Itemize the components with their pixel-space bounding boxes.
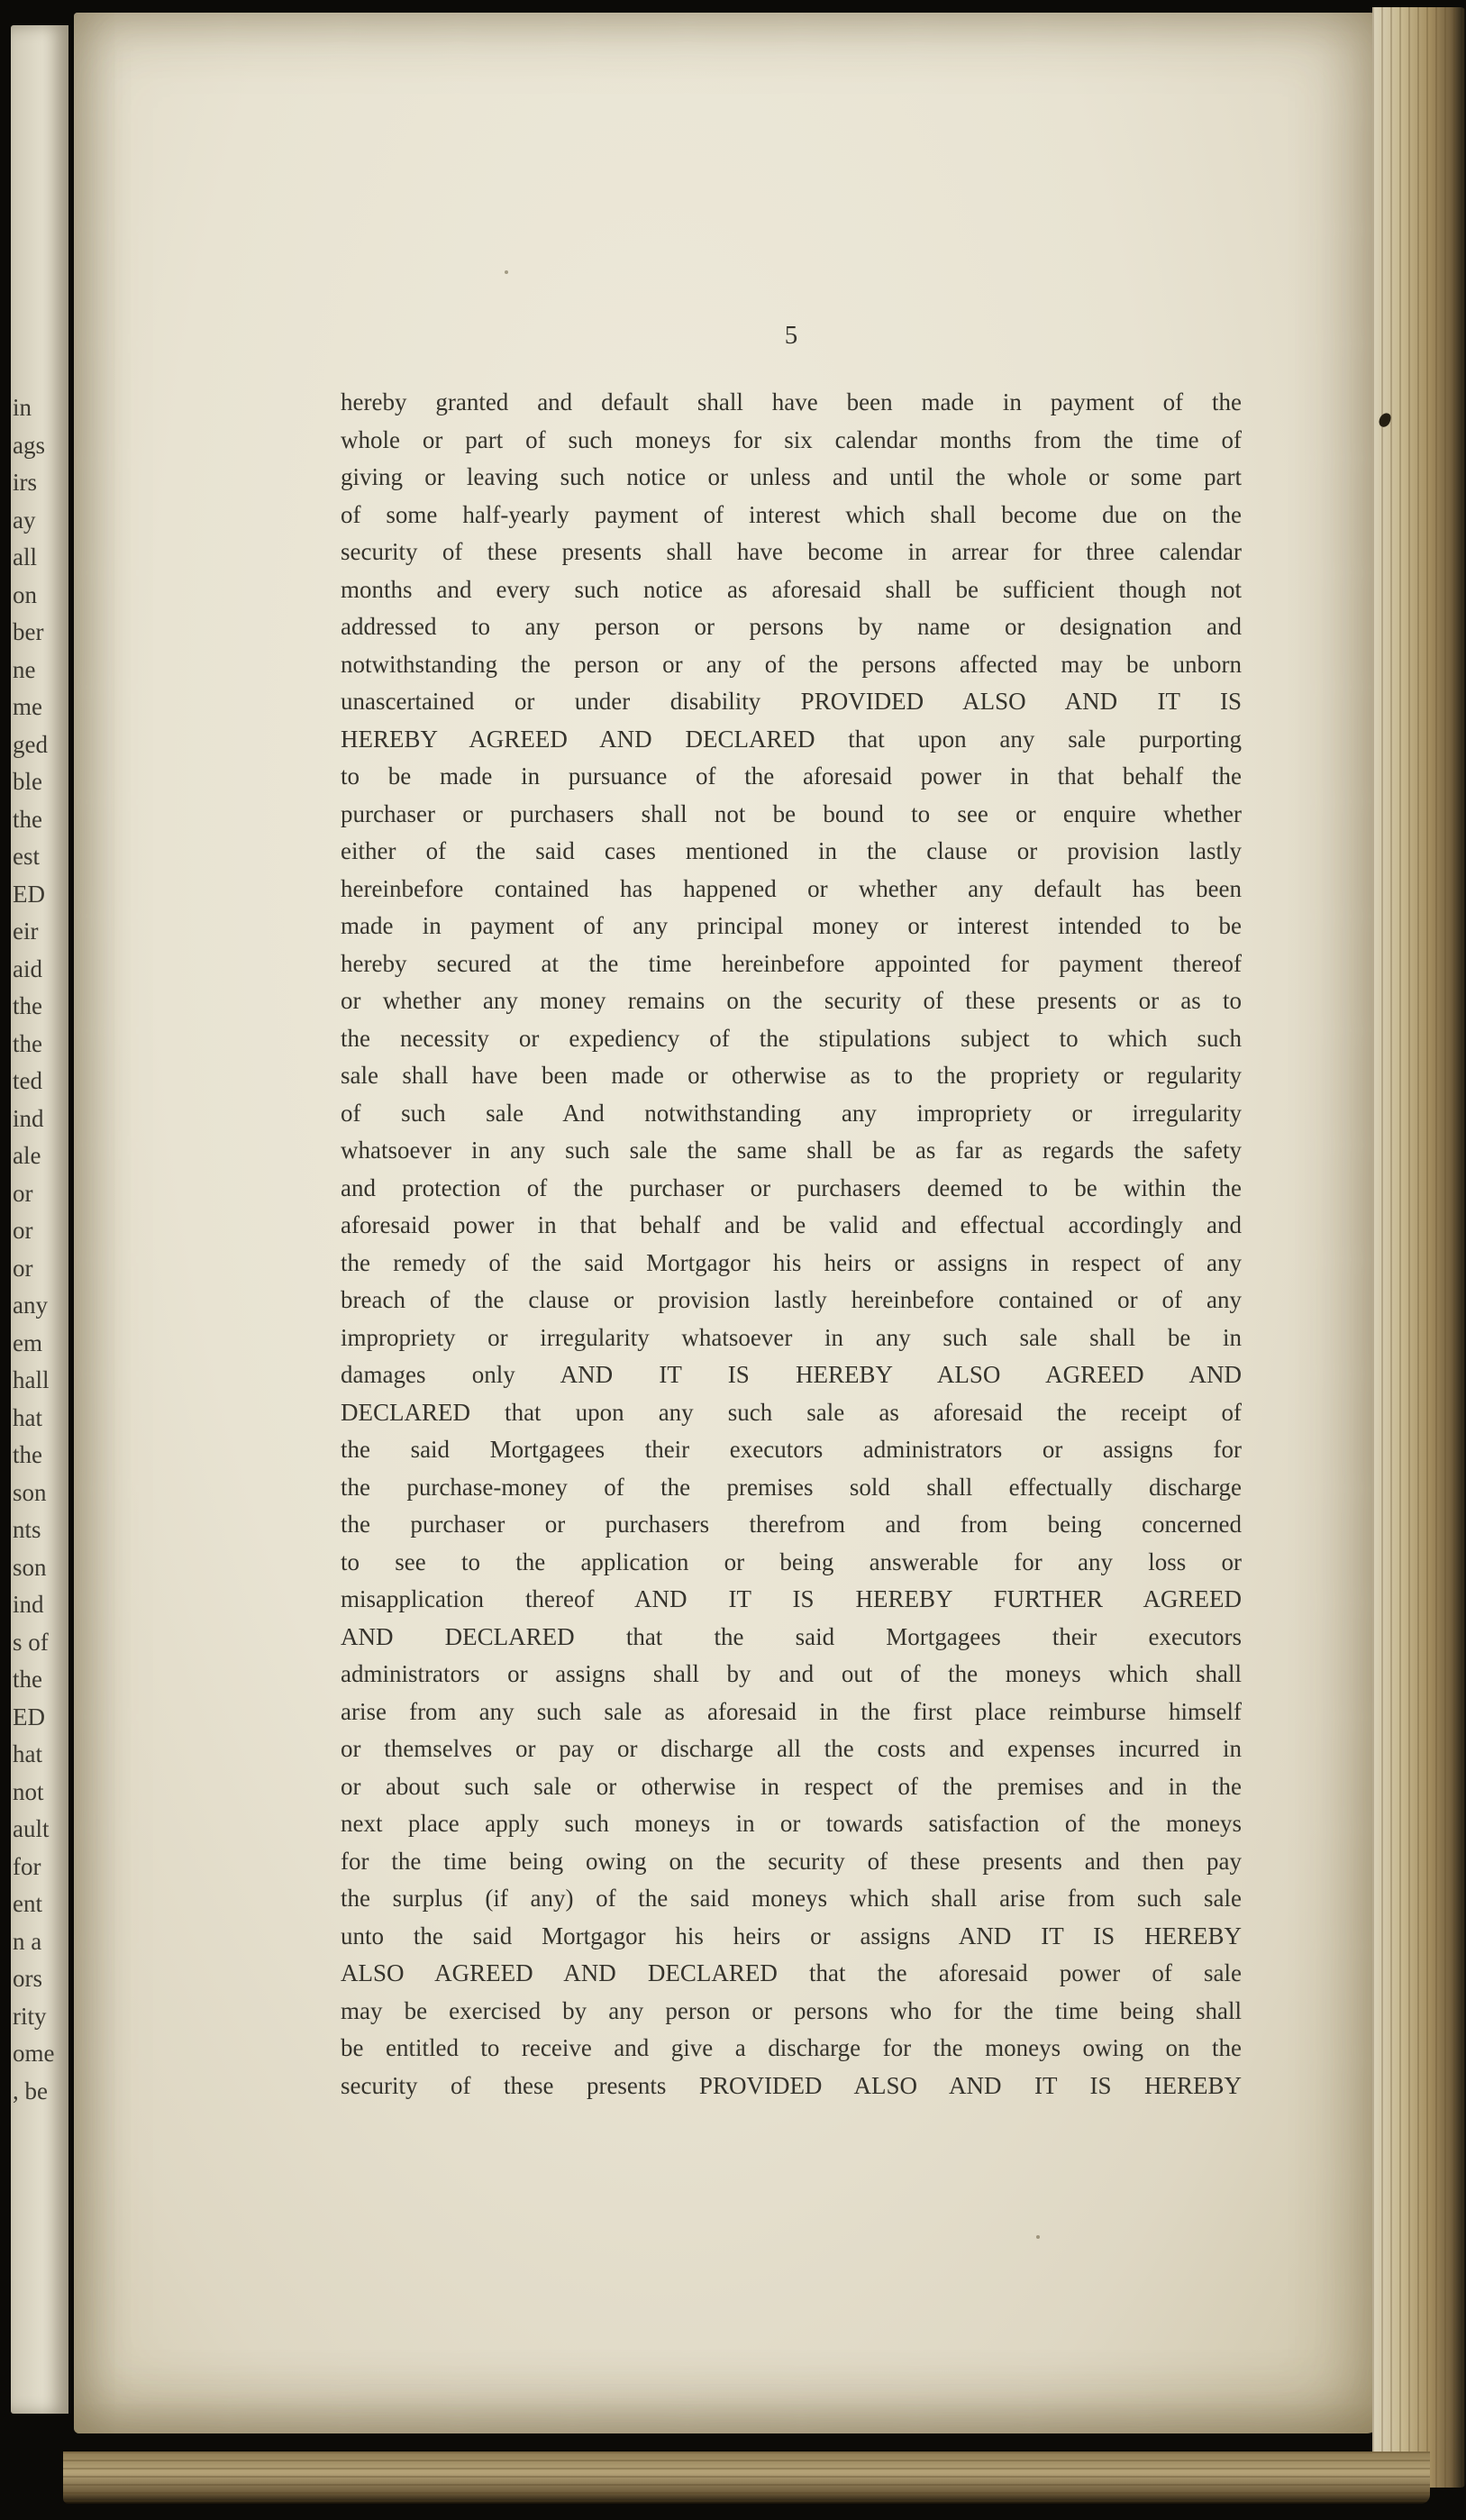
document-text-line: hereinbefore contained has happened or whether any default has been [341, 874, 1242, 902]
text-fragment: eir [13, 918, 39, 945]
text-fragment: hall [13, 1366, 50, 1393]
document-text-line: the surplus (if any) of the said moneys which shall arise from such sale [341, 1885, 1242, 1912]
document-text-line: aforesaid power in that behalf and be valid and effectual accordingly and [341, 1211, 1242, 1238]
text-fragment: ged [13, 730, 48, 758]
text-fragment: ags [13, 431, 45, 459]
text-fragment: ors [13, 1965, 42, 1992]
document-text-line: notwithstanding the person or any of the persons affected may be unborn [341, 650, 1242, 678]
document-text-line: giving or leaving such notice or unless and until the whole or some part [341, 463, 1242, 490]
text-fragment: ED [13, 880, 45, 908]
document-text-line: unascertained or under disability PROVIDED ALSO AND IT IS [341, 688, 1242, 715]
document-text-line: or themselves or pay or discharge all the costs and expenses incurred in [341, 1735, 1242, 1762]
text-fragment: in [13, 394, 32, 421]
text-fragment: ind [13, 1104, 44, 1132]
document-text-line: breach of the clause or provision lastly hereinbefore contained or of any [341, 1286, 1242, 1313]
text-fragment: ind [13, 1591, 44, 1618]
document-text-line: to see to the application or being answerable for any loss or [341, 1548, 1242, 1575]
text-fragment: me [13, 693, 42, 720]
document-text-line: hereby granted and default shall have been made in payment of the [341, 388, 1242, 415]
book-page-edges-bottom [63, 2452, 1430, 2504]
document-text-line: next place apply such moneys in or towards satisfaction of the moneys [341, 1810, 1242, 1837]
document-text-line: purchaser or purchasers shall not be bound to see or enquire whether [341, 799, 1242, 827]
document-text-line: arise from any such sale as aforesaid in the first place reimburse himself [341, 1697, 1242, 1725]
text-fragment: nts [13, 1516, 41, 1543]
dust-speck [1036, 2235, 1040, 2239]
text-fragment: any [13, 1292, 48, 1319]
document-text-line: may be exercised by any person or persons who for the time being shall [341, 1996, 1242, 2024]
text-fragment: not [13, 1777, 44, 1805]
document-text-line: the remedy of the said Mortgagor his heirs or assigns in respect of any [341, 1248, 1242, 1276]
text-fragment: ted [13, 1067, 42, 1094]
text-fragment: ome [13, 2040, 55, 2067]
text-fragment: rity [13, 2002, 47, 2030]
text-fragment: son [13, 1478, 47, 1506]
previous-page-text-fragments [9, 389, 67, 2110]
text-fragment: aid [13, 954, 42, 982]
document-text-block [341, 384, 1242, 2105]
document-text-line: AND DECLARED that the said Mortgagees their executors [341, 1622, 1242, 1650]
document-text-line: to be made in pursuance of the aforesaid power in that behalf the [341, 762, 1242, 790]
document-text-line: the necessity or expediency of the stipulations subject to which such [341, 1024, 1242, 1052]
page-number: 5 [784, 321, 798, 350]
document-text-line: whatsoever in any such sale the same shall be as far as regards the safety [341, 1137, 1242, 1164]
text-fragment: ne [13, 655, 36, 683]
text-fragment: hat [13, 1740, 42, 1767]
document-text-line: addressed to any person or persons by name or designation and [341, 613, 1242, 640]
document-text-line: impropriety or irregularity whatsoever in any such sale shall be in [341, 1323, 1242, 1351]
document-text-line: and protection of the purchaser or purchasers deemed to be within the [341, 1173, 1242, 1201]
text-fragment: em [13, 1328, 42, 1356]
document-text-line: unto the said Mortgagor his heirs or assigns AND IT IS HEREBY [341, 1922, 1242, 1949]
document-text-line: for the time being owing on the security of these presents and then pay [341, 1847, 1242, 1875]
text-fragment: the [13, 1441, 42, 1468]
text-fragment: the [13, 1029, 42, 1057]
document-text-line: be entitled to receive and give a discharge for the moneys owing on the [341, 2034, 1242, 2061]
dust-speck [505, 270, 508, 274]
document-text-line: administrators or assigns shall by and out of the moneys which shall [341, 1660, 1242, 1687]
text-fragment: s of [13, 1628, 49, 1656]
text-fragment: the [13, 805, 42, 833]
document-text-line: whole or part of such moneys for six calendar months from the time of [341, 425, 1242, 453]
text-fragment: son [13, 1553, 47, 1581]
book-page-edges-right [1372, 7, 1466, 2488]
document-text-line: hereby secured at the time hereinbefore appointed for payment thereof [341, 949, 1242, 977]
text-fragment: all [13, 543, 37, 571]
document-text-line: the purchase-money of the premises sold shall effectually discharge [341, 1473, 1242, 1501]
document-text-line: of some half-yearly payment of interest which shall become due on the [341, 500, 1242, 528]
text-fragment: on [13, 580, 37, 608]
text-fragment: , be [13, 2077, 48, 2105]
document-text-line: or whether any money remains on the security of these presents or as to [341, 987, 1242, 1014]
text-fragment: ED [13, 1703, 45, 1730]
text-fragment: the [13, 1666, 42, 1693]
text-fragment: n a [13, 1927, 42, 1955]
text-fragment: ay [13, 506, 36, 534]
document-text-line: ALSO AGREED AND DECLARED that the aforesaid power of sale [341, 1959, 1242, 1986]
document-text-line: DECLARED that upon any such sale as aforesaid the receipt of [341, 1398, 1242, 1426]
document-text-line: security of these presents shall have become in arrear for three calendar [341, 538, 1242, 565]
text-fragment: est [13, 843, 40, 870]
document-text-line: HEREBY AGREED AND DECLARED that upon any sale purporting [341, 725, 1242, 753]
text-fragment: ent [13, 1890, 42, 1917]
document-text-line: misapplication thereof AND IT IS HEREBY FURTHER AGREED [341, 1585, 1242, 1612]
text-fragment: or [13, 1217, 33, 1244]
text-fragment: for [13, 1852, 41, 1880]
text-fragment: ber [13, 618, 44, 645]
document-text-line: months and every such notice as aforesaid shall be sufficient though not [341, 575, 1242, 603]
document-text-line: damages only AND IT IS HEREBY ALSO AGREED AND [341, 1361, 1242, 1388]
text-fragment: or [13, 1254, 33, 1282]
document-page [74, 13, 1379, 2433]
document-text-line: of such sale And notwithstanding any impropriety or irregularity [341, 1099, 1242, 1127]
document-text-line: either of the said cases mentioned in the clause or provision lastly [341, 837, 1242, 864]
text-fragment: irs [13, 469, 37, 496]
text-fragment: ault [13, 1815, 50, 1842]
document-text-line: or about such sale or otherwise in respect of the premises and in the [341, 1772, 1242, 1800]
document-text-line: security of these presents PROVIDED ALSO AND IT IS HEREBY [341, 2071, 1242, 2099]
text-fragment: the [13, 992, 42, 1019]
text-fragment: ble [13, 768, 42, 795]
text-fragment: ale [13, 1142, 41, 1169]
document-text-line: sale shall have been made or otherwise as to the propriety or regularity [341, 1062, 1242, 1089]
text-fragment: hat [13, 1403, 42, 1431]
text-fragment: or [13, 1179, 33, 1207]
document-text-line: the purchaser or purchasers therefrom and from being concerned [341, 1511, 1242, 1538]
document-text-line: the said Mortgagees their executors administrators or assigns for [341, 1436, 1242, 1463]
document-text-line: made in payment of any principal money or interest intended to be [341, 912, 1242, 939]
